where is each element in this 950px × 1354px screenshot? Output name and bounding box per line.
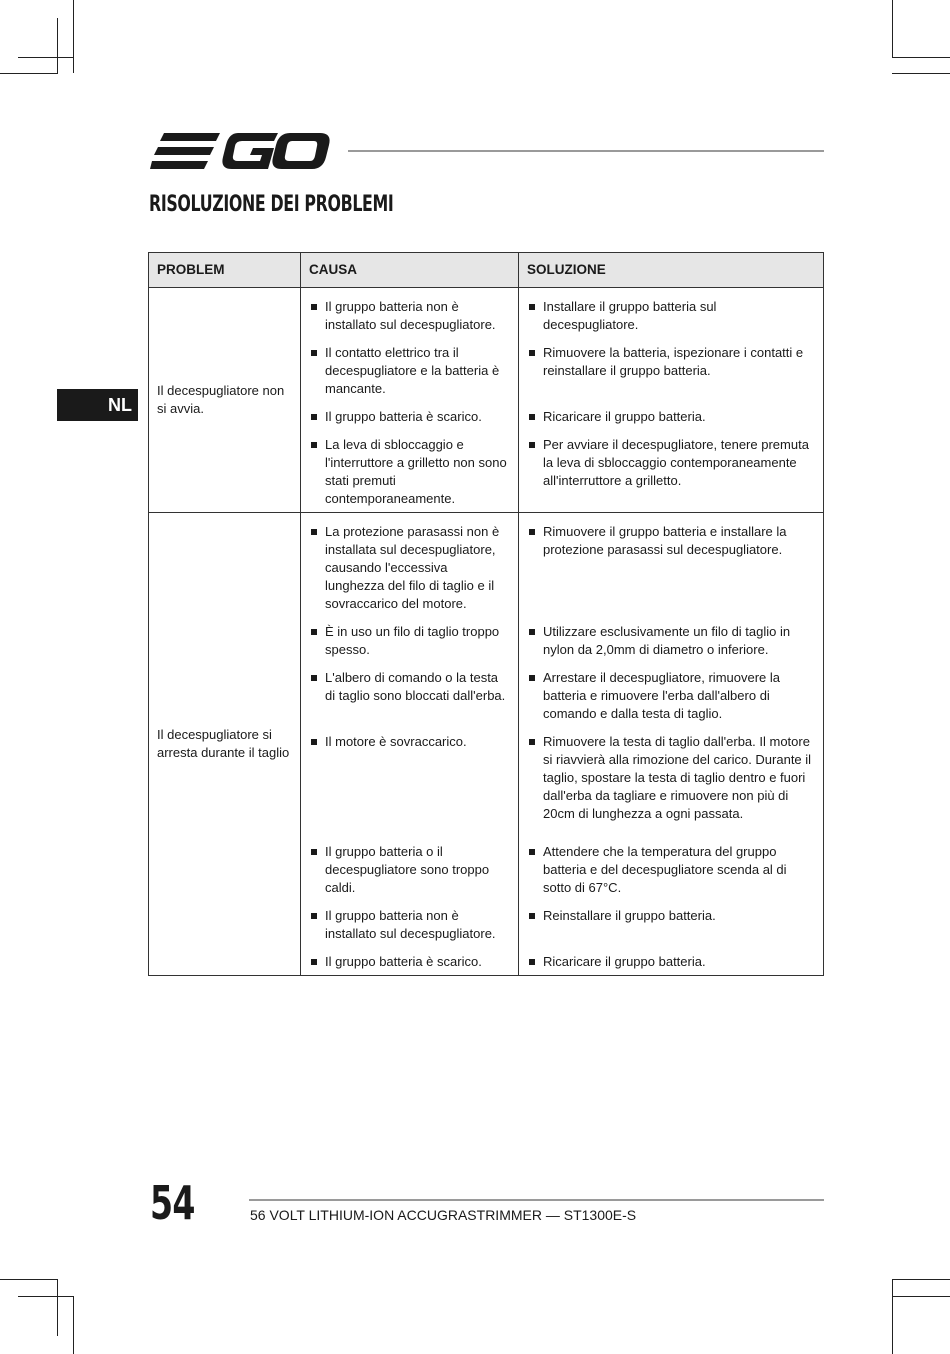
cause-item xyxy=(309,298,510,334)
cause-text: Il gruppo batteria è scarico. xyxy=(325,409,482,424)
cause-item xyxy=(309,843,510,897)
cause-item xyxy=(309,623,510,659)
bullet-icon xyxy=(311,959,317,965)
crop-mark xyxy=(892,1279,893,1354)
bullet-icon xyxy=(529,675,535,681)
crop-mark xyxy=(57,18,58,73)
bullet-icon xyxy=(529,304,535,310)
bullet-icon xyxy=(311,350,317,356)
solution-item xyxy=(527,907,815,943)
crop-mark xyxy=(18,57,74,58)
header-rule xyxy=(348,150,824,152)
language-tab: NL xyxy=(57,389,138,421)
bullet-icon xyxy=(311,304,317,310)
solution-text: Rimuovere la testa di taglio dall'erba. Il motore si riavvierà alla rimozione del carico. Durante il taglio, spostare la testa di taglio dentro e fuori dall'erba da tagliare e rimuovere non più di 20cm di lunghezza a ogni passata. xyxy=(543,734,812,821)
bullet-icon xyxy=(529,442,535,448)
bullet-icon xyxy=(529,629,535,635)
cause-text: Il contatto elettrico tra il decespugliatore e la batteria è mancante. xyxy=(325,345,500,396)
bullet-icon xyxy=(311,414,317,420)
bullet-icon xyxy=(529,959,535,965)
cause-text: La leva di sbloccaggio e l'interruttore a grilletto non sono stati premuti contemporaneamente. xyxy=(325,437,507,506)
crop-mark xyxy=(73,0,74,73)
troubleshooting-table xyxy=(148,252,824,976)
cause-text: Il gruppo batteria non è installato sul decespugliatore. xyxy=(325,299,496,332)
cause-item xyxy=(309,907,510,943)
solution-item xyxy=(527,733,815,823)
footer-product-title: 56 VOLT LITHIUM-ION ACCUGRASTRIMMER — ST1300E-S xyxy=(250,1207,637,1223)
bullet-icon xyxy=(529,529,535,535)
table-row xyxy=(149,288,824,513)
bullet-icon xyxy=(529,913,535,919)
section-title: RISOLUZIONE DEI PROBLEMI xyxy=(149,192,394,217)
cause-item xyxy=(309,523,510,613)
table-header-row xyxy=(149,253,824,288)
cause-item xyxy=(309,733,510,823)
cause-text: La protezione parasassi non è installata sul decespugliatore, causando l'eccessiva lunghezza del filo di taglio e il sovraccarico del motore. xyxy=(325,524,500,611)
cause-text: Il gruppo batteria non è installato sul decespugliatore. xyxy=(325,908,496,941)
header-cause: CAUSA xyxy=(301,253,519,288)
crop-mark xyxy=(0,73,58,74)
solution-text: Rimuovere la batteria, ispezionare i contatti e reinstallare il gruppo batteria. xyxy=(543,345,804,378)
crop-mark xyxy=(892,0,893,58)
cause-item xyxy=(309,669,510,723)
cause-item xyxy=(309,436,510,508)
crop-mark xyxy=(0,1279,58,1280)
bullet-icon xyxy=(311,629,317,635)
solution-text: Rimuovere il gruppo batteria e installare la protezione parasassi sul decespugliatore. xyxy=(543,524,787,557)
solution-text: Attendere che la temperatura del gruppo batteria e del decespugliatore scenda al di sotto di 67°C. xyxy=(543,844,787,895)
cause-text: L'albero di comando o la testa di taglio sono bloccati dall'erba. xyxy=(325,670,506,703)
solution-item xyxy=(527,408,815,426)
solution-text: Arrestare il decespugliatore, rimuovere la batteria e rimuovere l'erba dall'albero di comando e dalla testa di taglio. xyxy=(543,670,780,721)
crop-mark xyxy=(57,1280,58,1336)
page-number: 54 xyxy=(150,1176,195,1230)
solution-item xyxy=(527,344,815,398)
cause-item xyxy=(309,953,510,971)
crop-mark xyxy=(892,1279,950,1280)
cause-item xyxy=(309,408,510,426)
bullet-icon xyxy=(311,849,317,855)
bullet-icon xyxy=(529,414,535,420)
crop-mark xyxy=(892,57,950,58)
cause-text: Il gruppo batteria è scarico. xyxy=(325,954,482,969)
footer-rule xyxy=(249,1199,824,1201)
crop-mark xyxy=(892,73,950,74)
bullet-icon xyxy=(529,739,535,745)
crop-mark xyxy=(892,1296,950,1297)
bullet-icon xyxy=(529,849,535,855)
solution-text: Ricaricare il gruppo batteria. xyxy=(543,409,706,424)
solution-text: Per avviare il decespugliatore, tenere premuta la leva di sbloccaggio contemporaneamente all'interruttore a grilletto. xyxy=(543,437,809,488)
bullet-icon xyxy=(529,350,535,356)
solution-text: Utilizzare esclusivamente un filo di taglio in nylon da 2,0mm di diametro o inferiore. xyxy=(543,624,791,657)
solution-cell xyxy=(519,513,824,976)
cause-cell xyxy=(301,513,519,976)
crop-mark xyxy=(73,1296,74,1354)
solution-text: Ricaricare il gruppo batteria. xyxy=(543,954,706,969)
bullet-icon xyxy=(311,913,317,919)
solution-item xyxy=(527,436,815,508)
solution-item xyxy=(527,623,815,659)
table-row xyxy=(149,513,824,976)
header-solution: SOLUZIONE xyxy=(519,253,824,288)
solution-item xyxy=(527,298,815,334)
solution-cell xyxy=(519,288,824,513)
cause-text: È in uso un filo di taglio troppo spesso. xyxy=(325,624,500,657)
problem-cell: Il decespugliatore non si avvia. xyxy=(149,288,301,513)
cause-text: Il motore è sovraccarico. xyxy=(325,734,467,749)
cause-text: Il gruppo batteria o il decespugliatore sono troppo caldi. xyxy=(325,844,490,895)
solution-item xyxy=(527,953,815,971)
solution-text: Reinstallare il gruppo batteria. xyxy=(543,908,716,923)
ego-logo xyxy=(150,131,330,171)
bullet-icon xyxy=(311,442,317,448)
solution-item xyxy=(527,523,815,613)
bullet-icon xyxy=(311,675,317,681)
bullet-icon xyxy=(311,529,317,535)
problem-cell: Il decespugliatore si arresta durante il taglio xyxy=(149,513,301,976)
solution-text: Installare il gruppo batteria sul decespugliatore. xyxy=(543,299,717,332)
solution-item xyxy=(527,843,815,897)
bullet-icon xyxy=(311,739,317,745)
cause-cell xyxy=(301,288,519,513)
header-problem: PROBLEM xyxy=(149,253,301,288)
cause-item xyxy=(309,344,510,398)
crop-mark xyxy=(18,1296,74,1297)
solution-item xyxy=(527,669,815,723)
